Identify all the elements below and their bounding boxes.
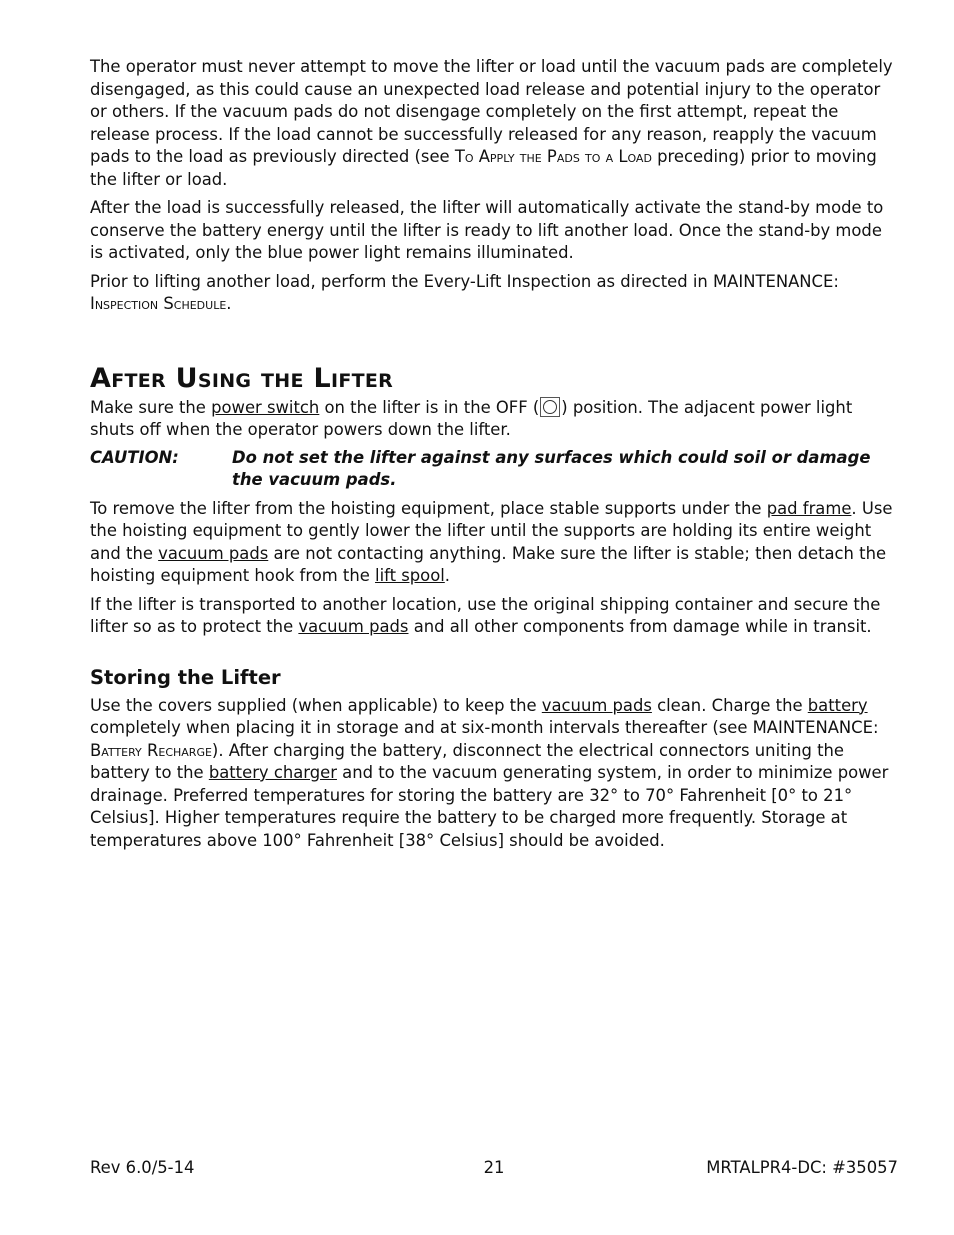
intro-paragraph-1 [90,56,900,191]
intro-paragraph-2: After the load is successfully released, the lifter will automatically activate the stand-by mode to conserve the battery energy until the lifter is ready to lift another load. Once the stand-by mode is activated, only the blue power light remains illuminated. [90,198,884,262]
text-run: Use the covers supplied (when applicable) to keep the [90,695,542,715]
text-run: Prior to lifting another load, perform the Every-Lift Inspection as directed in MAINTENANCE: [90,271,839,291]
cross-reference: Battery Recharge [90,740,212,760]
vacuum-pads-link[interactable]: vacuum pads [298,617,409,636]
page-content [90,56,900,852]
text-run: . [444,566,451,585]
text-run: are not contacting anything. Make sure the lifter is stable; then detach the hoisting equipment hook from the [90,543,887,585]
text-run: To remove the lifter from the hoisting equipment, place stable supports under the [90,498,767,518]
vacuum-pads-link[interactable]: vacuum pads [541,695,652,715]
pad-frame-link[interactable]: pad frame [766,498,852,518]
section-heading-storing: Storing the Lifter [90,665,281,689]
text-run: and all other components from damage while in transit. [408,617,872,636]
storing-paragraph-1 [90,695,900,853]
caution-text: Do not set the lifter against any surfaces which could soil or damage the vacuum pads. [232,447,871,489]
after-paragraph-3 [90,594,900,639]
after-paragraph-1 [90,397,900,442]
vacuum-pads-link[interactable]: vacuum pads [158,543,269,563]
text-run: ). After charging the battery, disconnect the electrical connectors uniting the battery to the [90,740,845,782]
battery-charger-link[interactable]: battery charger [208,763,337,782]
text-run: ) position. The adjacent power light shuts off when the operator powers down the lifter. [90,397,853,439]
page-footer [90,1157,898,1179]
text-run: Make sure the [90,397,212,417]
text-run: The operator must never attempt to move the lifter or load until the vacuum pads are completely disengaged, as this could cause an unexpected load release and potential injury to the operator or others. If the vacuum pads do not disengage completely on the first attempt, repeat the release process. If the load cannot be successfully released for any reason, reapply the vacuum pads to the load as previously directed (see [90,57,893,166]
text-run: preceding) prior to moving the lifter or load. [90,147,877,189]
text-run: If the lifter is transported to another location, use the original shipping container and secure the lifter so as to protect the [90,594,881,636]
lift-spool-link[interactable]: lift spool [375,566,445,585]
cross-reference: Inspection Schedule [90,294,227,313]
caution-label: CAUTION: [90,447,179,467]
power-off-circle-icon [540,397,560,417]
text-run: and to the vacuum generating system, in order to minimize power drainage. Preferred temperatures for storing the battery are 32° to 70° Fahrenheit [0° to 21° Celsius]. Higher temperatures require the battery to be charged more frequently. Storage at temperatures above 100° Fahrenheit [38° Celsius] should be avoided. [90,763,889,850]
footer-page-number: 21 [483,1158,505,1177]
text-run: on the lifter is in the OFF ( [319,397,540,417]
footer-document-id: MRTALPR4-DC: #35057 [706,1158,898,1177]
caution-note [90,447,900,492]
text-run: . Use the hoisting equipment to gently lower the lifter until the supports are holding its entire weight and the [90,498,893,563]
section-heading-after-using: After Using the Lifter [90,362,394,394]
footer-revision: Rev 6.0/5-14 [90,1158,195,1177]
cross-reference: To Apply the Pads to a Load [454,147,652,166]
text-run: completely when placing it in storage and at six-month intervals thereafter (see MAINTENANCE: [90,718,879,737]
battery-link[interactable]: battery [807,695,868,715]
intro-paragraph-3 [90,271,900,316]
text-run: clean. Charge the [651,695,808,715]
text-run: . [226,294,232,313]
after-paragraph-2 [90,498,900,588]
power-switch-link[interactable]: power switch [211,397,320,417]
